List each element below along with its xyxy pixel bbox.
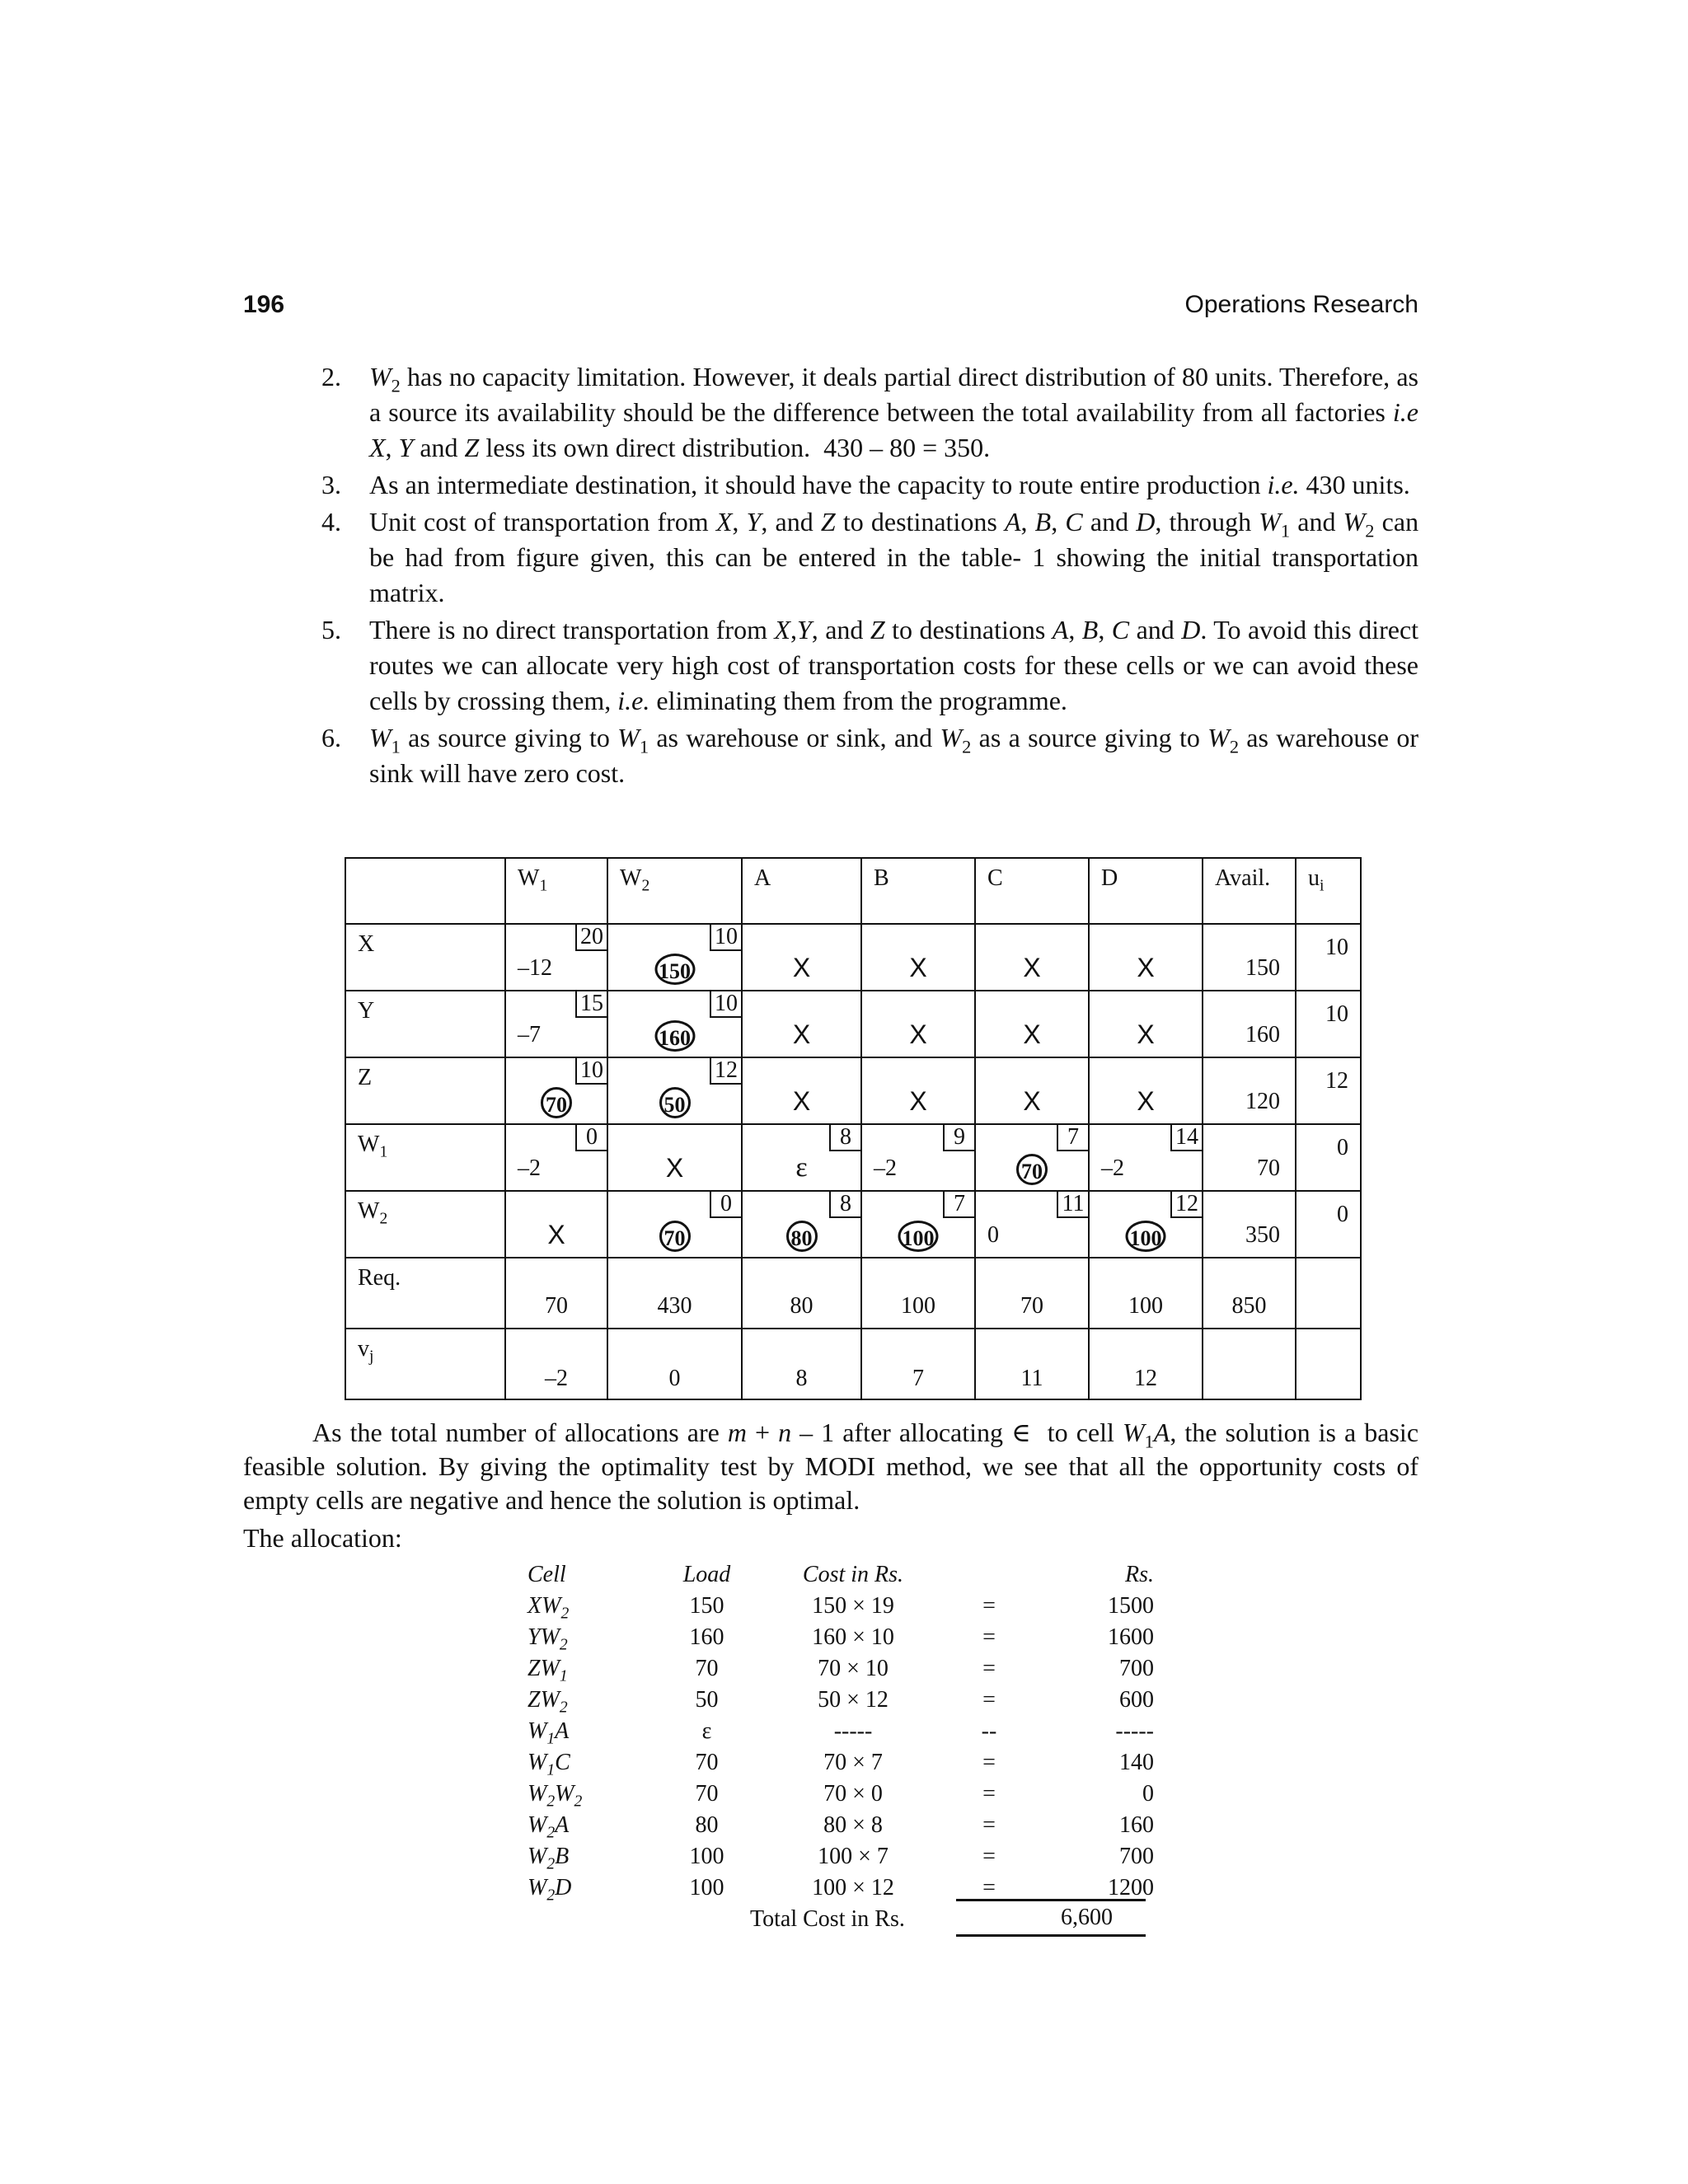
allocation-row <box>528 1747 1187 1779</box>
matrix-cell <box>975 1191 1089 1258</box>
v-value-cell <box>505 1329 607 1399</box>
matrix-cell <box>742 924 861 991</box>
matrix-column-header <box>1089 858 1203 924</box>
unit-cost-box: 8 <box>829 1125 860 1151</box>
matrix-cell <box>1089 1057 1203 1124</box>
v-value: 8 <box>795 1366 808 1391</box>
unit-cost-box: 20 <box>575 925 607 951</box>
matrix-corner-cell <box>345 858 505 924</box>
allocation-row <box>528 1653 1187 1685</box>
allocation-title: The allocation: <box>243 1523 402 1553</box>
req-label: Req. <box>358 1265 401 1291</box>
allocation-load: 100 <box>689 1875 724 1900</box>
allocation-equals: = <box>982 1687 996 1713</box>
matrix-column-header <box>975 858 1089 924</box>
list-item-text: As an intermediate destination, it should have the capacity to route entire production i.e. 430 units. <box>369 470 1410 499</box>
cross-mark: X <box>1137 1086 1155 1116</box>
allocation-equals: = <box>982 1593 996 1619</box>
allocation-load: 160 <box>689 1624 724 1650</box>
list-item <box>321 720 1418 791</box>
v-value-cell <box>742 1329 861 1399</box>
availability-value: 120 <box>1245 1089 1280 1114</box>
v-value-cell <box>607 1329 742 1399</box>
allocation-cost-expression: ----- <box>833 1718 873 1744</box>
u-value-cell <box>1296 1191 1361 1258</box>
allocation-equals: = <box>982 1812 996 1838</box>
list-item-text: There is no direct transportation from X,Y, and Z to destinations A, B, C and D. To avoid this direct routes we can allocate very high cost of transportation costs for these cells or we can avoid these cells by crossing them, i.e. eliminating them from the programme. <box>369 615 1419 715</box>
list-item-text: $W_2$ has no capacity limitation. However, it deals partial direct distribution of 80 units. Therefore, as a source its availability should be the difference between the total availability from all factories i.e X, Y and Z less its own direct distribution. 430 – 80 = 350. <box>369 362 1418 462</box>
allocation-equals: = <box>982 1750 996 1775</box>
allocation-cost-expression: 70 × 7 <box>823 1750 883 1775</box>
u-value-cell <box>1296 991 1361 1057</box>
matrix-row-label <box>345 1191 505 1258</box>
allocation-cost-table <box>528 1559 1187 1904</box>
unit-cost-box: 0 <box>575 1125 607 1151</box>
allocation-load: 70 <box>695 1781 719 1807</box>
allocation-cost-expression: 100 × 7 <box>818 1844 889 1869</box>
u-value-cell <box>1296 924 1361 991</box>
unit-cost-box: 11 <box>1057 1192 1088 1218</box>
allocation-cell-name: $W_2A$ <box>528 1812 570 1842</box>
opportunity-cost: –2 <box>1101 1155 1124 1181</box>
matrix-cell <box>1089 991 1203 1057</box>
allocation-cost-expression: 100 × 12 <box>812 1875 894 1900</box>
list-item-number: 3. <box>321 470 341 499</box>
allocation-column-header: Cell <box>528 1562 566 1587</box>
requirement-value: 70 <box>1020 1293 1043 1319</box>
opportunity-cost: –7 <box>518 1022 541 1047</box>
matrix-cell <box>607 924 742 991</box>
list-item <box>321 612 1418 719</box>
allocation-amount: 1200 <box>1108 1875 1154 1900</box>
cross-mark: X <box>792 1019 811 1049</box>
allocation-equals: = <box>982 1656 996 1681</box>
requirement-value: 70 <box>545 1293 568 1319</box>
allocation-row <box>528 1716 1187 1747</box>
allocation-circle: 50 <box>659 1087 691 1118</box>
column-header-label: D <box>1101 865 1118 891</box>
list-item-text: $W_1$ as source giving to $W_1$ as warehouse or sink, and $W_2$ as a source giving to $W_2$ as warehouse or sink will have zero cost. <box>369 723 1419 788</box>
matrix-row-label <box>345 1057 505 1124</box>
allocation-cell-name: $ZW_1$ <box>528 1656 568 1685</box>
matrix-cell <box>742 1124 861 1191</box>
allocation-amount: 140 <box>1119 1750 1154 1775</box>
allocation-column-header: Load <box>682 1562 731 1587</box>
requirement-cell <box>861 1258 975 1329</box>
allocation-row <box>528 1591 1187 1622</box>
requirement-value: 80 <box>790 1293 814 1319</box>
v-value: –2 <box>545 1366 568 1391</box>
row-label: $W_2$ <box>358 1198 388 1228</box>
cross-mark: X <box>909 1019 927 1049</box>
row-label: Y <box>358 998 375 1024</box>
matrix-cell <box>975 924 1089 991</box>
requirement-value: 850 <box>1231 1293 1267 1319</box>
matrix-cell <box>975 1057 1089 1124</box>
allocation-circle: 150 <box>654 954 695 985</box>
allocation-equals: -- <box>981 1718 997 1744</box>
allocation-cell-name: $YW_2$ <box>528 1624 568 1654</box>
matrix-cell <box>742 991 861 1057</box>
unit-cost-box: 10 <box>710 925 741 951</box>
matrix-column-header <box>607 858 742 924</box>
matrix-cell <box>861 1124 975 1191</box>
allocation-amount: 1600 <box>1108 1624 1154 1650</box>
requirement-cell <box>742 1258 861 1329</box>
allocation-cell-name: $W_2D$ <box>528 1875 572 1905</box>
allocation-load: 100 <box>689 1844 724 1869</box>
matrix-cell <box>505 991 607 1057</box>
allocation-cell-name: $ZW_2$ <box>528 1687 568 1717</box>
opportunity-cost: –2 <box>874 1155 897 1181</box>
allocation-cost-expression: 50 × 12 <box>818 1687 889 1713</box>
requirement-cell <box>975 1258 1089 1329</box>
row-label: Z <box>358 1065 373 1090</box>
cross-mark: X <box>1137 953 1155 982</box>
cross-mark: X <box>1137 1019 1155 1049</box>
column-header-label: $u_i$ <box>1308 865 1325 895</box>
allocation-cell-name: $XW_2$ <box>528 1593 570 1623</box>
allocation-equals: = <box>982 1875 996 1900</box>
v-value: 7 <box>912 1366 924 1391</box>
matrix-column-header <box>1203 858 1296 924</box>
matrix-row-label <box>345 991 505 1057</box>
list-item <box>321 359 1418 466</box>
allocation-load: 80 <box>695 1812 719 1838</box>
requirement-cell <box>505 1258 607 1329</box>
allocation-amount: 700 <box>1119 1844 1154 1869</box>
v-label: $v_j$ <box>358 1336 374 1366</box>
req-row-label <box>345 1258 505 1329</box>
matrix-cell <box>861 991 975 1057</box>
allocation-row <box>528 1841 1187 1872</box>
empty-cell <box>1296 1258 1361 1329</box>
requirement-cell <box>607 1258 742 1329</box>
allocation-equals: = <box>982 1781 996 1807</box>
unit-cost-box: 9 <box>943 1125 974 1151</box>
allocation-cost-expression: 70 × 10 <box>818 1656 889 1681</box>
matrix-cell <box>742 1057 861 1124</box>
availability-cell <box>1203 991 1296 1057</box>
matrix-cell <box>607 1057 742 1124</box>
allocation-load: 70 <box>695 1750 719 1775</box>
matrix-cell <box>975 991 1089 1057</box>
allocation-circle: 70 <box>1016 1154 1048 1185</box>
v-row-label <box>345 1329 505 1399</box>
matrix-cell <box>607 991 742 1057</box>
matrix-cell <box>607 1191 742 1258</box>
allocation-cost-expression: 150 × 19 <box>812 1593 894 1619</box>
list-item-number: 4. <box>321 507 341 537</box>
list-item <box>321 504 1418 611</box>
unit-cost-box: 7 <box>943 1192 974 1218</box>
column-header-label: $W_1$ <box>518 865 548 895</box>
availability-value: 350 <box>1245 1222 1280 1248</box>
matrix-cell <box>861 924 975 991</box>
requirement-value: 430 <box>657 1293 692 1319</box>
matrix-column-header <box>742 858 861 924</box>
allocation-amount: 1500 <box>1108 1593 1154 1619</box>
unit-cost-box: 7 <box>1057 1125 1088 1151</box>
allocation-cell-name: $W_2W_2$ <box>528 1781 583 1811</box>
unit-cost-box: 0 <box>710 1192 741 1218</box>
availability-value: 70 <box>1257 1155 1280 1181</box>
allocation-column-header: Cost in Rs. <box>802 1562 904 1587</box>
allocation-row <box>528 1810 1187 1841</box>
allocation-row <box>528 1685 1187 1716</box>
matrix-cell <box>742 1191 861 1258</box>
total-cost-label: Total Cost in Rs. <box>750 1906 905 1932</box>
allocation-equals: = <box>982 1624 996 1650</box>
list-item-number: 6. <box>321 723 341 752</box>
row-label: $W_1$ <box>358 1132 388 1161</box>
allocation-cost-expression: 70 × 0 <box>823 1781 883 1807</box>
u-value: 0 <box>1337 1135 1348 1160</box>
optimality-paragraph: As the total number of allocations are m + n – 1 after allocating ∈ to cell $W_1A$, the solution is a basic feasible solution. By giving the optimality test by MODI method, we see that all the opportunity costs of empty cells are negative and hence the solution is optimal. <box>243 1418 1419 1515</box>
matrix-cell <box>1089 1124 1203 1191</box>
column-header-label: B <box>874 865 889 891</box>
allocation-column-header: Rs. <box>1125 1562 1154 1587</box>
row-label: X <box>358 931 375 957</box>
cross-mark: X <box>792 953 811 982</box>
page-number: 196 <box>243 291 285 318</box>
matrix-cell <box>505 1191 607 1258</box>
unit-cost-box: 12 <box>710 1058 741 1085</box>
unit-cost-box: 14 <box>1170 1125 1202 1151</box>
v-value: 0 <box>668 1366 681 1391</box>
allocation-circle: 100 <box>898 1221 939 1252</box>
allocation-cost-expression: 160 × 10 <box>812 1624 894 1650</box>
matrix-row-label <box>345 1124 505 1191</box>
allocation-circle: 160 <box>654 1020 695 1052</box>
matrix-cell <box>1089 924 1203 991</box>
allocation-load: 70 <box>695 1656 719 1681</box>
opportunity-cost: –12 <box>518 955 552 981</box>
allocation-cell-name: $W_2B$ <box>528 1844 570 1873</box>
cross-mark: X <box>1023 953 1041 982</box>
cross-mark: X <box>665 1153 684 1183</box>
empty-cell <box>1296 1329 1361 1399</box>
allocation-amount: 160 <box>1119 1812 1154 1838</box>
cross-mark: X <box>909 953 927 982</box>
requirement-cell <box>1203 1258 1296 1329</box>
cross-mark: X <box>1023 1019 1041 1049</box>
matrix-cell <box>861 1191 975 1258</box>
allocation-header-row <box>528 1559 1187 1591</box>
cross-mark: X <box>792 1086 811 1116</box>
column-header-label: $W_2$ <box>620 865 650 895</box>
availability-cell <box>1203 1191 1296 1258</box>
matrix-cell <box>1089 1191 1203 1258</box>
allocation-cost-expression: 80 × 8 <box>823 1812 883 1838</box>
allocation-circle: 100 <box>1126 1221 1166 1252</box>
u-value: 0 <box>1337 1202 1348 1227</box>
cross-mark: X <box>547 1220 565 1249</box>
u-value: 10 <box>1325 935 1348 960</box>
u-value-cell <box>1296 1057 1361 1124</box>
matrix-column-header <box>861 858 975 924</box>
allocation-load: 50 <box>695 1687 719 1713</box>
allocation-column-header <box>940 1559 1039 1591</box>
column-header-label: Avail. <box>1215 865 1271 891</box>
allocation-row <box>528 1779 1187 1810</box>
requirement-value: 100 <box>1128 1293 1163 1319</box>
cross-mark: X <box>909 1086 927 1116</box>
unit-cost-box: 10 <box>710 991 741 1018</box>
cross-mark: X <box>1023 1086 1041 1116</box>
opportunity-cost: –2 <box>518 1155 541 1181</box>
running-header-title: Operations Research <box>1184 291 1418 318</box>
numbered-points-list <box>321 359 1418 793</box>
allocation-circle: 70 <box>541 1087 572 1118</box>
allocation-circle: 70 <box>659 1221 691 1252</box>
allocation-row <box>528 1622 1187 1653</box>
matrix-cell <box>505 1057 607 1124</box>
list-item <box>321 467 1418 503</box>
matrix-cell <box>975 1124 1089 1191</box>
transportation-matrix-table <box>345 857 1362 1400</box>
requirement-value: 100 <box>901 1293 935 1319</box>
allocation-amount: 700 <box>1119 1656 1154 1681</box>
allocation-amount: 600 <box>1119 1687 1154 1713</box>
matrix-cell <box>607 1124 742 1191</box>
requirement-cell <box>1089 1258 1203 1329</box>
u-value: 10 <box>1325 1001 1348 1027</box>
matrix-cell <box>861 1057 975 1124</box>
total-cost-value: 6,600 <box>956 1899 1146 1937</box>
unit-cost-box: 10 <box>575 1058 607 1085</box>
allocation-load: 150 <box>689 1593 724 1619</box>
allocation-cell-name: $W_1C$ <box>528 1750 570 1779</box>
list-item-number: 2. <box>321 362 341 391</box>
column-header-label: A <box>754 865 771 891</box>
availability-value: 160 <box>1245 1022 1280 1047</box>
allocation-amount: ----- <box>1115 1718 1154 1744</box>
unit-cost-box: 8 <box>829 1192 860 1218</box>
matrix-column-header <box>505 858 607 924</box>
matrix-row-label <box>345 924 505 991</box>
u-value-cell <box>1296 1124 1361 1191</box>
unit-cost-box: 12 <box>1170 1192 1202 1218</box>
u-value: 12 <box>1325 1068 1348 1094</box>
allocation-amount: 0 <box>1142 1781 1154 1807</box>
v-value-cell <box>861 1329 975 1399</box>
v-value-cell <box>1089 1329 1203 1399</box>
matrix-cell <box>505 1124 607 1191</box>
list-item-text: Unit cost of transportation from X, Y, and Z to destinations A, B, C and D, through $W_1$ and $W_2$ can be had from figure given, this can be entered in the table- 1 showing the initial transportation matrix. <box>369 507 1419 607</box>
matrix-column-header <box>1296 858 1361 924</box>
availability-cell <box>1203 1057 1296 1124</box>
opportunity-cost: 0 <box>987 1222 999 1248</box>
availability-cell <box>1203 924 1296 991</box>
availability-cell <box>1203 1124 1296 1191</box>
unit-cost-box: 15 <box>575 991 607 1018</box>
v-value-cell <box>975 1329 1089 1399</box>
column-header-label: C <box>987 865 1003 891</box>
allocation-equals: = <box>982 1844 996 1869</box>
epsilon-allocation: ε <box>795 1152 808 1183</box>
list-item-number: 5. <box>321 615 341 644</box>
empty-cell <box>1203 1329 1296 1399</box>
allocation-cell-name: $W_1A$ <box>528 1718 570 1748</box>
allocation-circle: 80 <box>786 1221 818 1252</box>
v-value: 12 <box>1134 1366 1157 1391</box>
v-value: 11 <box>1020 1366 1043 1391</box>
availability-value: 150 <box>1245 955 1280 981</box>
allocation-load: ε <box>701 1718 712 1744</box>
matrix-cell <box>505 924 607 991</box>
